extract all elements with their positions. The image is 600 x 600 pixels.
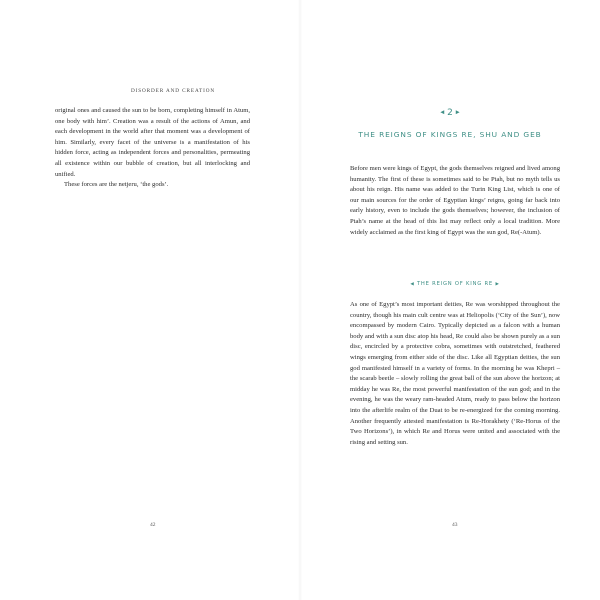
triangle-left-icon: ◀ (440, 109, 445, 116)
page-number: 43 (452, 522, 458, 528)
section-heading-label: THE REIGN OF KING RE (416, 281, 494, 287)
right-page (300, 0, 600, 600)
chapter-number (430, 108, 470, 118)
paragraph: Before men were kings of Egypt, the gods themselves reigned and lived among humanity. The first of these is sometimes said to be Ptah, but no myth tells us about his reign. His name was added to the Turin King List, which is one of our main sources for the order of Egyptian kings’ reigns, going far back into early history, even to include the gods themselves; however, the inclusion of Ptah’s name at the head of this list may reflect only a local tradition. More widely acclaimed as the first king of Egypt was the sun god, Re(-Atum). (350, 165, 560, 236)
paragraph: As one of Egypt’s most important deities, Re was worshipped throughout the country, though his main cult centre was at Heliopolis (‘City of the Sun’), now encompassed by modern Cairo. Typically depicted as a falcon with a human body and with a sun disc atop his head, Re could also be shown purely as a sun disc, encircled by a protective cobra, sometimes with outstretched, feathered wings emerging from either side of the disc. Like all Egyptian deities, the sun god manifested himself in a variety of forms. In the morning he was Khepri – the scarab beetle – slowly rolling the great ball of the sun above the horizon; at midday he was Re, the most powerful manifestation of the sun god; and in the evening, he was the weary ram-headed Atum, ready to pass below the horizon into the afterlife realm of the Duat to be re-energized for the coming morning. Another frequently attested manifestation is Re-Horakhety (‘Re-Horus of the Two Horizons’), in which Re and Horus were united and associated with the rising and setting sun. (350, 301, 560, 446)
triangle-right-icon: ▶ (495, 282, 500, 287)
paragraph: original ones and caused the sun to be born, completing himself in Atum, one body with him’. Creation was a result of the actions of Amun, and each development in the world after that moment was a development of him. Similarly, every facet of the universe is a manifestation of his hidden force, acting as independent forces and personalities, permeating all existence within our bubble of creation, but all interlocking and unified. (55, 107, 250, 178)
triangle-left-icon: ◀ (410, 282, 415, 287)
section-heading (350, 281, 560, 287)
running-head: DISORDER AND CREATION (130, 88, 216, 94)
chapter-number-value: 2 (447, 108, 453, 118)
triangle-right-icon: ▶ (455, 109, 460, 116)
page-number: 42 (150, 522, 156, 528)
chapter-title: THE REIGNS OF KINGS RE, SHU AND GEB (358, 130, 542, 139)
intro-text-block (350, 164, 560, 238)
left-text-block (55, 106, 250, 191)
paragraph: These forces are the netjeru, ‘the gods’. (64, 181, 169, 189)
section-text-block (350, 300, 560, 448)
